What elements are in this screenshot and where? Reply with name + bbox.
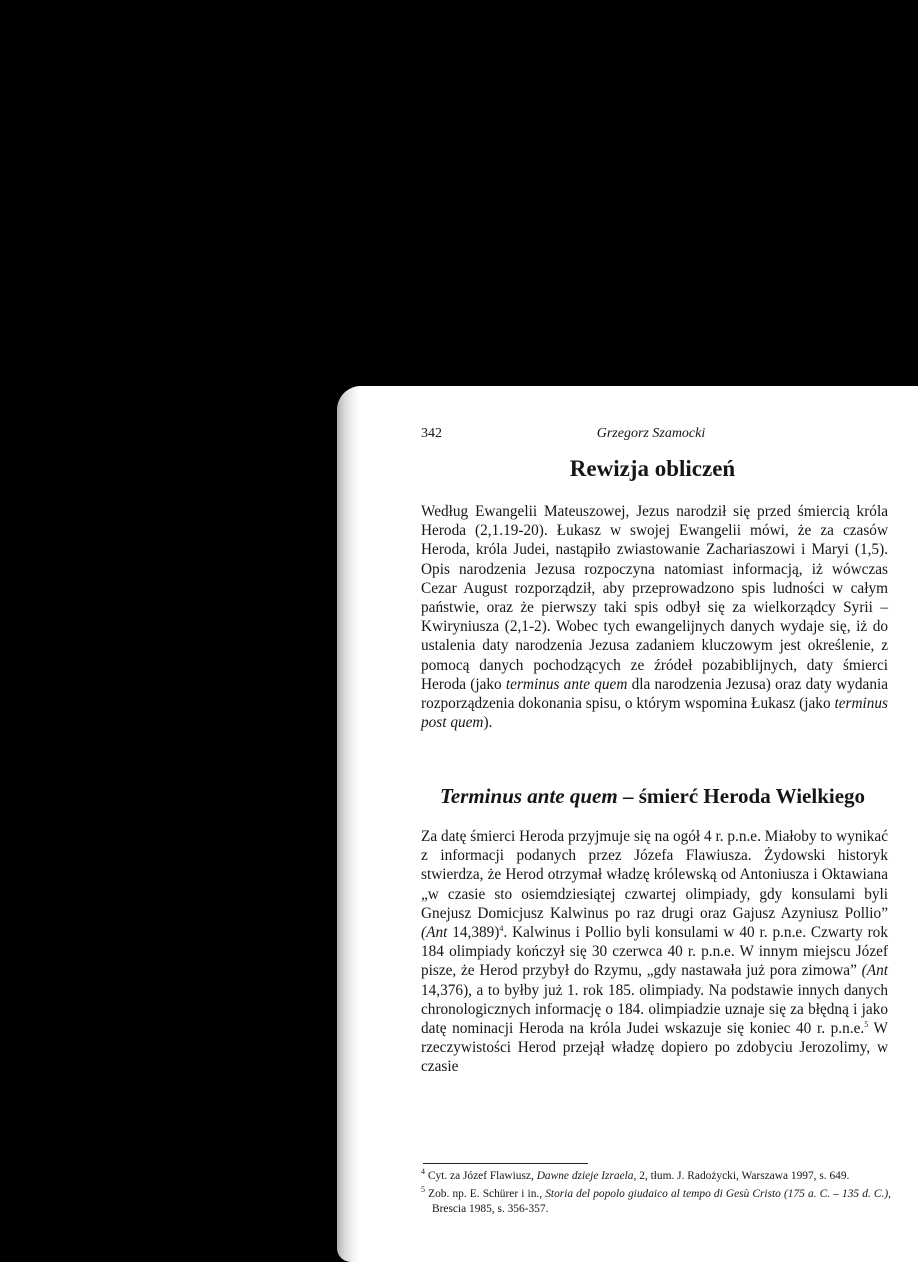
heading-rest: – śmierć Heroda Wielkiego [617, 784, 866, 808]
running-head [421, 426, 881, 444]
footnote-4-pre: Cyt. za Józef Flawiusz, [427, 1170, 534, 1182]
intro-term-ante: terminus ante quem [505, 675, 628, 693]
s2-ref1-num: 14,389) [452, 924, 500, 942]
footnote-5-number: 5 [421, 1184, 425, 1194]
footnote-marker-4[interactable]: 4 [499, 923, 504, 933]
heading-term: Terminus ante quem [439, 784, 618, 808]
intro-text-1: Według Ewangelii Mateuszowej, Jezus narodził się przed śmiercią króla Heroda (2,1.19-20). Łukasz w swojej Ewangelii mówi, że za czasów Heroda, króla Judei, nastąpiło zwiastowanie Zachariaszowi i Maryi (1,5). Opis narodzenia Jezusa rozpoczyna natomiast informacją, iż wówczas Cezar August rozporządził, aby przeprowadzono spis ludności w całym państwie, oraz że pierwszy taki spis odbył się za wielkorządcy Syrii – Kwiryniusza (2,1-2). Wobec tych ewangelijnych danych wydaje się, iż do ustalenia daty narodzenia Jezusa zadaniem kluczowym jest określenie, z pomocą danych pochodzących ze źródeł pozabiblijnych, daty śmierci Heroda (jako [421, 503, 888, 693]
footnote-4 [421, 1169, 891, 1185]
footnote-4-title: Dawne dzieje Izraela [536, 1170, 634, 1182]
footnote-5 [421, 1184, 891, 1218]
footnote-5-title: Storia del popolo giudaico al tempo di Gesù Cristo (175 a. C. – 135 d. C.) [545, 1187, 889, 1200]
section-title: Rewizja obliczeń [569, 456, 736, 481]
s2-ref2: (Ant [861, 962, 889, 980]
intro-term-post: terminus post quem [421, 695, 888, 732]
s2-text-d: W rzeczywistości Herod przejął władzę dopiero po zdobyciu Jerozolimy, w czasie [421, 1020, 888, 1076]
intro-paragraph [421, 502, 888, 732]
page-number: 342 [421, 426, 442, 441]
book-page [337, 386, 918, 1262]
footnote-4-post: , 2, tłum. J. Radożycki, Warszawa 1997, s. 649. [633, 1170, 850, 1182]
running-author: Grzegorz Szamocki [596, 426, 706, 441]
footnote-4-number: 4 [421, 1167, 425, 1177]
footnote-divider [423, 1163, 588, 1164]
subsection-heading [421, 784, 884, 809]
intro-text-3: ). [483, 714, 493, 732]
s2-ref2-num: 14,376) [421, 981, 469, 999]
s2-text-a: Za datę śmierci Heroda przyjmuje się na ogół 4 r. p.n.e. Miałoby to wynikać z informacji podanych przez Józefa Flawiusza. Żydowski historyk stwierdza, że Herod otrzymał władzę królewską od Antoniusza i Oktawiana „w czasie sto osiemdziesiątej czwartej olimpiady, gdy konsulami byli Gnejusz Domicjusz Kalwinus po raz drugi oraz Gajusz Azyniusz Pollio” [421, 828, 888, 922]
section2-paragraph [421, 827, 888, 1077]
footnote-5-post: , Brescia 1985, s. 356-357. [432, 1187, 891, 1215]
footnote-5-pre: Zob. np. E. Schürer i in., [428, 1187, 543, 1200]
s2-text-b: . Kalwinus i Pollio byli konsulami w 40 r. p.n.e. Czwarty rok 184 olimpiady kończył się 30 czerwca 40 r. p.n.e. W innym miejscu Józef pisze, że Herod przybył do Rzymu, „gdy nastawała już pora zimowa” [421, 924, 888, 980]
intro-text-2: dla narodzenia Jezusa) oraz daty wydania rozporządzenia dokonania spisu, o którym wspomina Łukasz (jako [421, 675, 889, 713]
footnotes [421, 1169, 891, 1220]
s2-ref1: (Ant [421, 924, 448, 942]
s2-text-c: , a to byłby już 1. rok 185. olimpiady. Na podstawie innych danych chronologicznych informację o 184. olimpiadzie uznaje się za błędną i jako datę nominacji Heroda na króla Judei wskazuje się koniec 40 r. p.n.e. [421, 981, 888, 1038]
footnote-marker-5[interactable]: 5 [864, 1019, 869, 1029]
page-spine-shadow [337, 386, 359, 1262]
